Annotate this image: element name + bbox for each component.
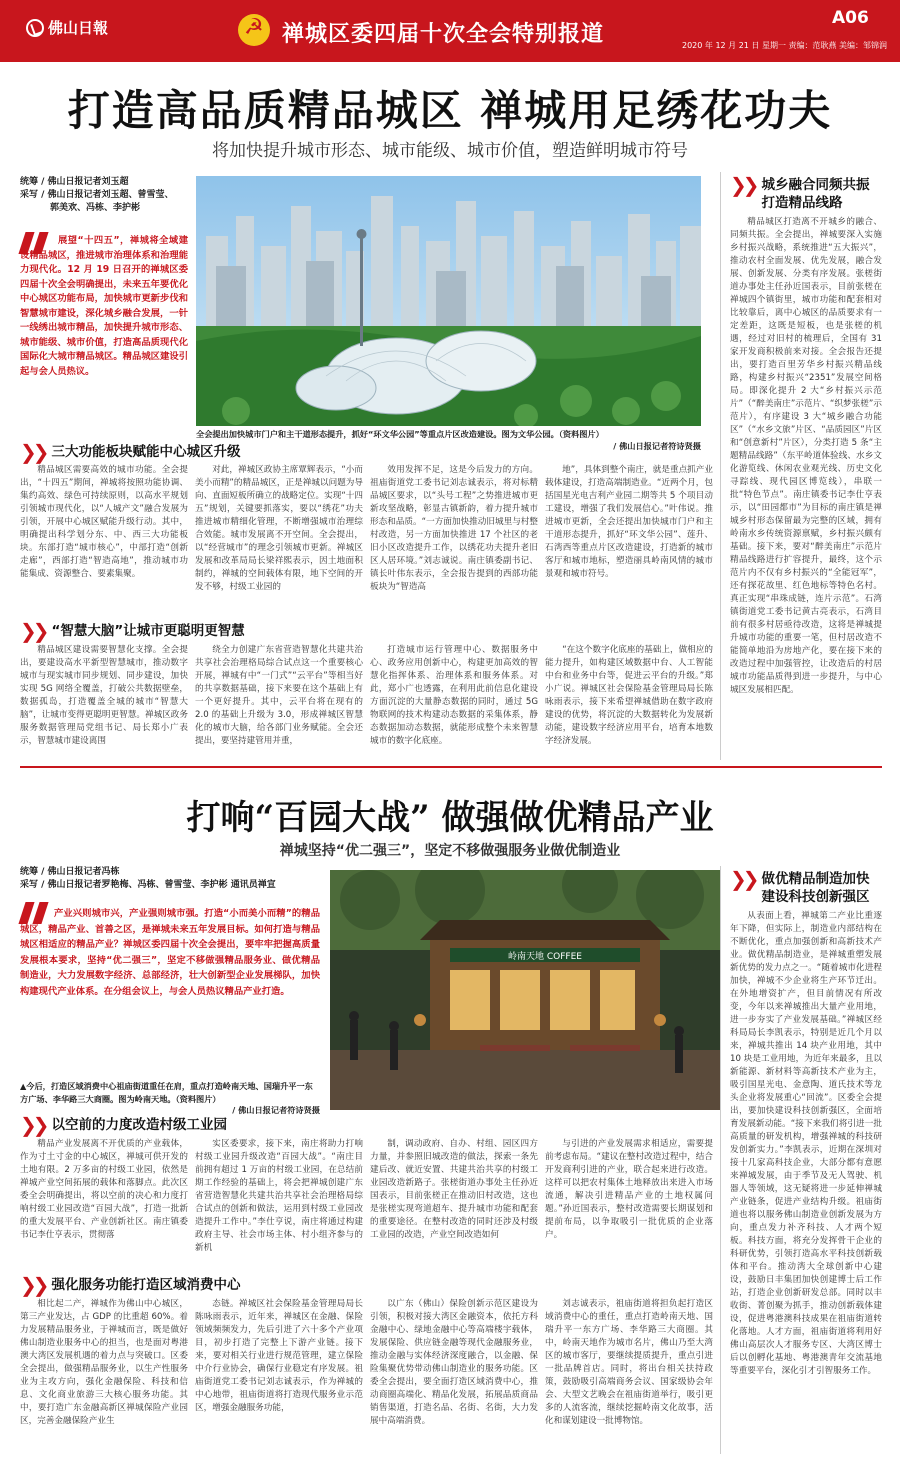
article2-section1-col1: 精品产业发展离不开优质的产业载体，作为寸土寸金的中心城区，禅城可供开发的土地有限。2 万多亩的村级工业园，依然是禅城产业空间拓展的载体和落脚点。此次区委全会明确提出，将以空前的决心和力度打响村级工业园改造“百园大战”，打造一批新的重大发展平台、产业创新社区。南庄镇委书记李仕亨表示，贯彻落 (20, 1139, 188, 1240)
article1-section2-col3: 打造城市运行管理中心、数据服务中心、政务应用创新中心，构建更加高效的智慧化指挥体系、治理体系和服务体系。对此，郑小广也透露，在利用此前信息化建设方面沉淀的大量静态数据的同时，通过 5G 物联网的技术构建动态数据的采集体系，静态数据加动态数据，就能形成整个未来智慧城市的数字化底座。 (370, 645, 538, 746)
article2-byline: 统筹 / 佛山日报记者冯栋 采写 / 佛山日报记者罗艳梅、冯栋、曾雪莹、李护彬 通讯员禅宣 (20, 867, 276, 890)
article2-sidebar-heading: ❯❯ 做优精品制造加快 建设科技创新强区 (730, 867, 870, 905)
chevron-right-icon: ❯❯ (20, 440, 46, 464)
article-divider (20, 766, 882, 768)
article2-headline: 打响“百园大战” 做强做优精品产业 (186, 798, 714, 838)
column-divider (720, 866, 721, 1454)
article2-lead: 产业兴则城市兴，产业强则城市强。打造“小而美小而精”的精品城区，精品产业、首善之区，是禅城未来五年发展目标。如何打造与精品城区相适应的精品产业？禅城区委四届十次全会提出，要牢牢把握高质量发展根本要求，坚持“优二强三”，坚定不移做强精品服务业、做优精品制造业，大力发展数字经济、总部经济，壮大创新型企业发展梯队，加快构建现代产业体系。在分组会议上，与会人员热议精品产业打造。 (20, 908, 320, 997)
party-emblem-icon (238, 14, 270, 46)
newspaper-logo: 佛山日報 (26, 17, 108, 38)
article1-section1-heading: ❯❯ 三大功能板块赋能中心城区升级 (20, 440, 241, 464)
article1-sidebar-heading: ❯❯ 城乡融合同频共振 打造精品线路 (730, 173, 870, 211)
article2-section1-col4: 与引进的产业发展需求相适应，需要提前考虑布局。“建议在整村改造过程中，结合开发商利引进的产业，联合起来进行改造。这样可以把农村集体土地释放出来进入市场流通，解决引进精品产业的土地权属问题。”孙近国表示，整村改造需要长期谋划和提前布局，以争取吸引一批优质的企业落户。 (545, 1139, 713, 1240)
article1-photo-credit: / 佛山日报记者符诗贤摄 (613, 441, 701, 451)
logo-icon (26, 19, 44, 37)
chevron-right-icon: ❯❯ (730, 173, 756, 197)
article2-section2-col2: 态链。禅城区社会保险基金管理局局长陈咏雨表示，近年来，禅城区在金融、保险领域频频发力，先后引进了六十多个产业项目，初步打造了完整上下游产业链。接下来，要对相关行业进行规范管理，建立保险中介行业协会，确保行业稳定有序发展。祖庙街道党工委书记刘志诚表示，作为禅城的中心地带，祖庙街道将打造现代服务业示范区，增强金融服务功能， (195, 1299, 363, 1413)
article2-section2-heading: ❯❯ 强化服务功能打造区域消费中心 (20, 1273, 241, 1297)
article1-section2-col4: “在这个数字化底座的基础上，做相应的能力提升，如构建区域数据中台、人工智能中台和业务中台等，促进云平台的升级。”郑小广说。禅城区社会保险基金管理局局长陈咏雨表示，接下来希望禅城借助在数字政府建设的优势，将沉淀的大数据转化为发展新动能，建设数字经济应用平台，培育本地数字经济发展。 (545, 645, 713, 746)
article1-subtitle: 将加快提升城市形态、城市能级、城市价值，塑造鲜明城市符号 (212, 141, 688, 161)
issue-date: 2020 年 12 月 21 日 星期一 责编：范耿燕 美编：邹锦润 (682, 41, 888, 50)
article1-sidebar-text: 精品城区打造离不开城乡的融合、同频共振。全会提出，禅城要深入实施乡村振兴战略，系统推进“五大振兴”，推动农村全面发展、优先发展，融合发展、创新发展、分类有序发展。张槎街道办事处主任孙近国表示，目前张槎在禅城四个镇街里，城市功能和配套相对比较靠后，离中心城区的品质要求有一定差距，这既是短板，也是张槎的机遇，经过对旧村的梳理后，全国有 31 家开发商积极前来对接。全会报告还提出，要打造百里芳华乡村振兴精品线路，构建乡村振兴“2351”发展空间格局。即深化提升 2 大“乡村振兴示范片”（“醉美南庄”示范片、“织梦张槎”示范片），有序建设 3 大“城乡融合功能区”（“水乡文旅”片区、“品质园区”片区和“创意新村”片区），分类打造 5 条“主题精品线路”（东平岭道体验线、水乡文化游览线、休闲农业观光线、历史文化寻踪线、现代园区博览线），串联一批“特色节点”。南庄镇委书记李仕亨表示，以“田园都市”为目标的南庄镇是禅城乡村形态保留最为完整的区域，拥有岭南水乡传统资源禀赋，乡村振兴颇有基础。接下来，要对“醉美南庄”示范片精品线路进行扩容提升，最终，这个示范片内不仅有乡村振兴的“全能冠军”，还有探花故里、红色地标等特色名村。真正实现“串珠成链，连片示范”。石湾镇街道党工委书记黄古亮表示，石湾目前有很多村居亟待改造，这将是禅城提升城市功能的重要一笔，但村居改造不能简单地沿为房地产化，要在接下来的改造过程中加强管控，让改造后的村居城市功能品质得到进一步提升，与中心城区发展相匹配。 (730, 217, 882, 695)
article1-headline: 打造高品质精品城区 禅城用足绣花功夫 (67, 86, 833, 135)
article1-section1-col1: 精品城区需要高效的城市功能。全会提出，“十四五”期间，禅城将按照功能协调、集约高效、绿色可持续原则，以高水平规划引领城市现代化，以“人城产文”融合发展为引领，开展中心城区赋能升级行动。其中，明确提出科学划分东、中、西三大功能板块。东部打造“城市核心”，中部打造“创新走廊”，西部打造“智造高地”，推动城市功能集成、资源整合、要素集聚。 (20, 465, 188, 579)
article2-photo-caption: ▲今后，打造区域消费中心祖庙街道重任在肩，重点打造岭南天地、国瑞升平一东方广场、李华路三大商圈。图为岭南天地。（资料图片） (20, 1081, 313, 1104)
article2-photo-credit: / 佛山日报记者符诗贤摄 (232, 1105, 320, 1115)
article1-section2-col1: 精品城区建设需要智慧化支撑。全会提出，要建设高水平新型智慧城市，推动数字城市与现实城市同步规划、同步建设，加快实现 5G 网络全覆盖，打破公共数据壁垒，数据孤岛，打造覆盖全城的城市“智慧大脑”，让城市变得更聪明更智慧。禅城区政务服务数据管理局党组书记、局长郑小广表示，智慧城市建设离围 (20, 645, 188, 746)
chevron-right-icon: ❯❯ (20, 1113, 46, 1137)
article2-section1-heading: ❯❯ 以空前的力度改造村级工业园 (20, 1113, 228, 1137)
section-title: 禅城区委四届十次全会特别报道 (282, 22, 605, 47)
page-number: A06 (832, 8, 869, 28)
article2-section2-col4: 刘志诚表示，祖庙街道将担负起打造区域消费中心的重任，重点打造岭南天地、国瑞升平一东方广场、李华路三大商圈。其中，岭南天地作为城市名片，佛山乃至大湾区的城市客厅，要继续提质提升，重点引进一批品牌首店。同时，将出台相关扶持政策，鼓励吸引高端商务会议、国家级协会年会、大型文艺晚会在祖庙街道举行，吸引更多的人流客流，继续挖掘岭南文化故事，活化和谋划建设一批博物馆。 (545, 1299, 713, 1426)
article1-byline: 统筹 / 佛山日报记者刘玉超 采写 / 佛山日报记者刘玉超、曾雪莹、 郭美欢、冯栋、李护彬 (20, 177, 174, 213)
article1-section1-col2: 对此，禅城区政协主席覃辉表示，“小而美小而精”的精品城区，正是禅城以问题为导向、直面短板所确立的战略定位。实现“十四五”规划，关键要抓落实，要以“绣花”功夫推进城市精细化管理，不断增强城市治理综合效能。城市发展离不开空间。全会提出，以“经营城市”的理念引领城市更新。禅城区发展和改革局局长梁祥熙表示，因土地面积制约，禅城的空间载体有限，地下空间的开发不够，村级工业园的 (195, 465, 363, 592)
chevron-right-icon: ❯❯ (20, 619, 46, 643)
article1-photo (196, 176, 701, 426)
article1-photo-caption: 全会提出加快城市门户和主干道形态提升，抓好“环文华公园”等重点片区改造建设。图为文华公园。（资料图片） (196, 429, 604, 439)
article2-section1-col3: 制，调动政府、自办、村组、园区四方力量，并参照旧城改造的做法，探索一条先建后改、就近安置、共建共治共享的村级工业园改造新路子。张槎街道办事处主任孙近国表示，目前张槎正在推动旧村改造，这也是张槎实现弯道超车、提升城市功能和配套的重要途径。在整村改造的同时还涉及村级工业园的改造，产业空间改造如何 (370, 1139, 538, 1240)
article2-subtitle: 禅城坚持“优二强三”，坚定不移做强服务业做优制造业 (279, 843, 621, 859)
article2-sidebar-text: 从表面上看，禅城第二产业比重逐年下降，但实际上，制造业内部结构在不断优化，重点加强创新和高新技术产业。做优精品制造业，是禅城重塑发展新优势的发力点之一。“随着城市化进程加快，禅城不少企业将生产环节迁出。在外地增资扩产，但目前情况有所改变，今年以来禅城推出大量产业用地，进一步夯实了产业发展基础。”禅城区经科局局长李凯表示，特别是近几个月以来，禅城共推出 14 块产业用地，其中 10 块是工业用地，为近年来最多，且以新能源、新材料等高新技术产业为主，吸引国星光电、金意陶、道氏技术等龙头企业将发展重心“回流”。区委全会提出，要加快建设科技创新强区，全面培育发展新动能。“接下来我们将引进一批高质量的研发机构，增强禅城的科技研发创新实力。”李凯表示，近期在深圳对接十几家高科技企业，大部分都有意愿来禅城发展，由于季节及无人驾驶、机器人等领域，这无疑将进一步延伸禅城产业链条，促进产业结构升级。祖庙街道也将以服务佛山制造业创新发展为方向，重点发力补齐科技、人才两个短板。科技方面，将充分发挥骨干企业的科研优势，引领打造高水平科技创新载体和平台。推动湾大全球创新中心建设，鼓励日丰集团加快创建博士后工作站，打造企业创新研发总部。同时以丰收街、菁创聚为抓手，推动创新载体建设，促进粤港澳科技成果在祖庙街道转化落地。人才方面，祖庙街道将利用好佛山高层次人才服务专区、大湾区博士后以创孵化基地、粤港澳青年交流基地等重要平台，深化引才引智服务工作。 (730, 911, 882, 1376)
cafe-sign: 岭南天地 COFFEE (508, 952, 582, 962)
lingnan-tiandi-photo (330, 870, 720, 1110)
column-divider (720, 172, 721, 760)
chevron-right-icon: ❯❯ (730, 867, 756, 891)
article2-section2-col1: 相比起二产，禅城作为佛山中心城区，第三产业发达，占 GDP 的比重超 60%。着力发展精品服务业，于禅城而言，既是做好佛山制造业服务中心的担当，也是面对粤港澳大湾区发展机遇的着力点与突破口。区委全会提出，做强精品服务业，以生产性服务业为主攻方向，强化金融保险、科技和信息、文化商业旅游三大核心服务功能。其中，要打造广东金融高新区禅城保险产业园区，完善金融保险产业生 (20, 1299, 188, 1426)
article2-photo (330, 870, 720, 1110)
chevron-right-icon: ❯❯ (20, 1273, 46, 1297)
article2-section2-col3: 以广东（佛山）保险创新示范区建设为引领，积极对接大湾区金融资本，依托方科金融中心、绿地金融中心等高端楼宇载体，发展保险、供应链金融等现代金融服务业，推动金融与实体经济深度融合，以金融、保险集聚优势带动佛山制造业的服务功能。区委全会提出，要全面打造区域消费中心，推动商圈高端化、精品化发展，拓展品质商品销售渠道，打造名品、名街、名街，大力发展中高端消费。 (370, 1299, 538, 1426)
wenhua-park-photo (196, 176, 701, 426)
masthead (0, 0, 900, 62)
article1-section1-col4: 地”，具体到整个南庄，就是重点抓产业载体建设，打造高端制造业。“近两个月，包括国星光电吉利产业园二期等共 5 个项目动工建设，增强了我们发展信心。”叶伟说。推进城市更新，全会还提出加快城市门户和主干道形态提升，抓好“环文华公园”、莲升、石湾西等重点片区改造建设，打造新的城市客厅和城市地标，塑造丽具岭南风情的城市景观和城市符号。 (545, 465, 713, 579)
article1-section1-col3: 效用发挥不足，这是今后发力的方向。祖庙街道党工委书记刘志诚表示，将对标精品城区要求，以“头号工程”之势推进城市更新攻坚战略，彰显古镇新韵，着力提升城市形态和品质。“一方面加快推动旧城里与村整村改造，另一方面加快推进 17 个社区的老旧小区改造提升工作，以绣花功夫提升老旧区人居环境。”刘志诚说。南庄镇委副书记、镇长叶伟东表示，全会报告提到的西部功能板块为“智造高 (370, 465, 538, 592)
article1-section2-col2: 绕全力创建广东省营造智慧化共建共治共享社会治理格局综合试点这一个重要核心开展，禅城有中“一门式”“云平台”等相当好的共享数据基础，接下来要在这个基础上有一个更好提升。其中，云平台将在现有的 2.0 的基础上升级为 3.0，形成禅城区智慧化的城市大脑，给各部门业务赋能。全会还提出，要坚持建管用并重， (195, 645, 363, 746)
article1-section2-heading: ❯❯ “智慧大脑”让城市更聪明更智慧 (20, 619, 245, 643)
article1-lead: 展望“十四五”，禅城将全域建设精品城区，推进城市治理体系和治理能力现代化。12 月 19 日召开的禅城区委四届十次全会明确提出，未来五年要优化中心城区功能布局，加快城市更新步伐和智慧城市建设，深化城乡融合发展，一针一线绣出城市精品，加快提升城市形态、城市能级、城市价值，打造高品质现代化国际化大城市精品城区。精品城区建设引起与会人员热议。 (20, 235, 188, 377)
article2-section1-col2: 实区委要求，接下来，南庄将助力打响村级工业园升级改造“百园大战”。“南庄目前拥有超过 1 万亩的村级工业园，在总结前期工作经验的基础上，将会把禅城创建广东省营造智慧化共建共治共享社会治理格局综合试点的创新和做法，运用到村级工业园改造提升工作中。”李仕亨说，南庄将通过构建政府主导、社会市场主体、村小组齐参与的新机 (195, 1139, 363, 1253)
